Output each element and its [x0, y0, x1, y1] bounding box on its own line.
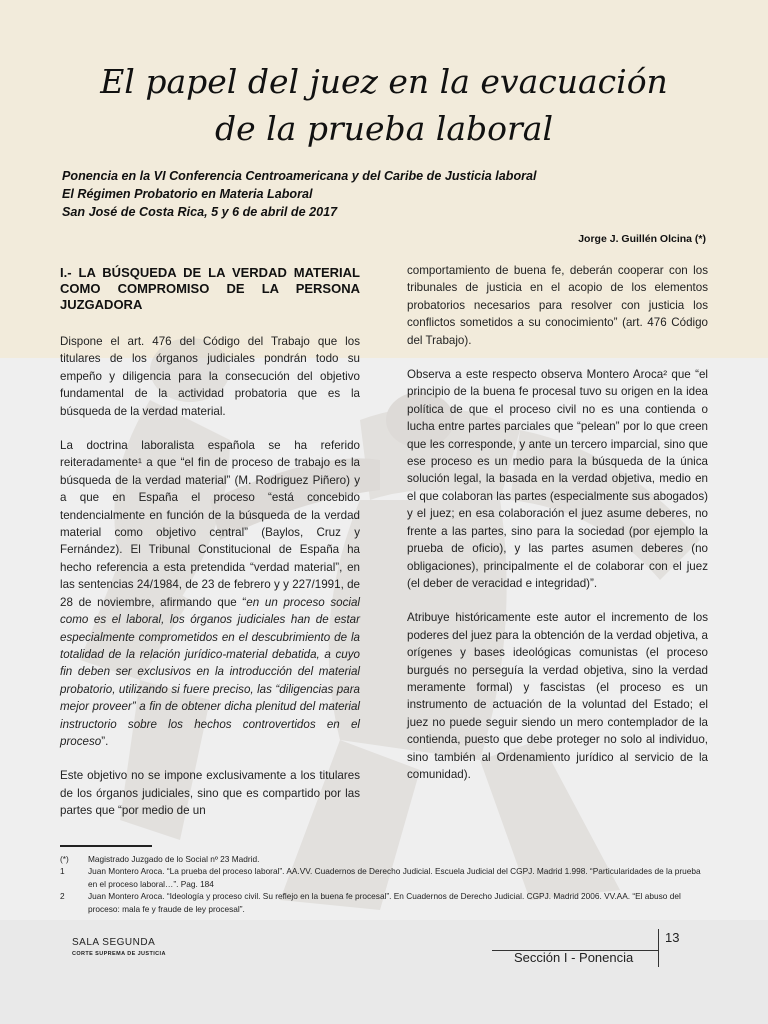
footnotes [60, 853, 710, 915]
court-label: CORTE SUPREMA DE JUSTICIA [72, 951, 166, 957]
sala-label: SALA SEGUNDA [72, 937, 156, 948]
paragraph-text: ”. [101, 734, 109, 748]
section-label: Sección I - Ponencia [514, 950, 634, 965]
footnote [60, 853, 710, 865]
footnote-divider [60, 845, 152, 847]
right-column [407, 262, 708, 800]
footnote-text: Juan Montero Aroca. “Ideología y proceso civil. Su reflejo en la buena fe procesal”. En Cuadernos de Derecho Judicial. CGPJ. Madrid 2006. VV.AA. “El abuso del proceso: mala fe y fraude de ley procesal”. [88, 891, 681, 914]
publication-footer [72, 937, 166, 957]
title-line-2: de la prueba laboral [214, 109, 554, 148]
footnote [60, 890, 710, 915]
quoted-ruling: en un proceso social como es el laboral, los órganos judiciales han de estar especialmente comprometidos en el descubrimiento de la totalidad de la relación jurídico-material debatida, a cuyo fin deben ser exclusivos en la introducción del material probatorio, utilizando si fuere preciso, las “diligencias para mejor proveer” a fin de obtener dicha plenitud del material instructorio sobre los hechos controvertidos en el proceso [60, 595, 361, 748]
article-title [0, 58, 768, 152]
footer-background [0, 920, 768, 1024]
footnote-text: Magistrado Juzgado de lo Social nº 23 Madrid. [88, 854, 260, 864]
footnote-text: Juan Montero Aroca. “La prueba del proceso laboral”. AA.VV. Cuadernos de Derecho Judicial. Escuela Judicial del CGPJ. Madrid 1.998. “Particularidades de la prueba en el proceso laboral…”. Pag. 184 [88, 866, 701, 889]
paragraph [60, 437, 360, 750]
footnote-mark: 1 [60, 866, 65, 877]
paragraph: Observa a este respecto observa Montero Aroca² que “el principio de la buena fe procesal tuvo su origen en la idea política de que el proceso civil no es una contienda o lucha entre partes parciales que “pelean” por lo que creen que les corresponde, y ante un tercero imparcial, sino que ese proceso es un medio para la búsqueda de la única solución legal, la basada en la verdad objetiva, medio en el que colaboran las partes (especialmente sus abogados) y el juez; en esa colaboración el juez asume deberes, no frente a las partes, sino para la sociedad (por ejemplo la prueba de oficio), y las partes asumen deberes (no obligaciones), principalmente el de colaborar con el juez (el deber de veracidad e integridad)”. [407, 368, 708, 590]
article-subtitle [62, 167, 722, 221]
subtitle-line-3: San José de Costa Rica, 5 y 6 de abril de 2017 [62, 205, 338, 219]
title-line-1: El papel del juez en la evacuación [100, 62, 668, 101]
subtitle-line-1: Ponencia en la VI Conferencia Centroamericana y del Caribe de Justicia laboral [62, 169, 537, 183]
section-heading: I.- LA BÚSQUEDA DE LA VERDAD MATERIAL COMO COMPROMISO DE LA PERSONA JUZGADORA [60, 265, 360, 312]
footnote-mark: (*) [60, 854, 69, 864]
author-name: Jorge J. Guillén Olcina (*) [578, 233, 706, 245]
paragraph: Dispone el art. 476 del Código del Trabajo que los titulares de los órganos judiciales pondrán todo su empeño y diligencia para la consecución del objetivo fundamental de la actividad probatoria que es la búsqueda de la verdad material. [60, 335, 360, 418]
paragraph: comportamiento de buena fe, deberán cooperar con los tribunales de justicia en el acopio de los elementos probatorios necesarios para resolver con justicia los conflictos sometidos a su conocimiento” (art. 476 Código del Trabajo). [407, 264, 708, 347]
left-column [60, 265, 360, 837]
paragraph-text: La doctrina laboralista española se ha referido reiteradamente¹ a que “el fin de proceso de trabajo es la búsqueda de la verdad material” (M. Rodriguez Piñero) y a que en España el proceso “está concebido tendencialmente en función de la búsqueda de la verdad material como objetivo central” (Baylos, Cruz y Fernández). El Tribunal Constitucional de España ha hecho referencia a esta pretendida “verdad material”, en las sentencias 24/1984, de 23 de febrero y y 227/1991, de 28 de noviembre, afirmando que “ [60, 439, 360, 609]
paragraph: Atribuye históricamente este autor el incremento de los poderes del juez para la obtención de la verdad objetiva, a orígenes y bases ideológicas comunistas (el proceso burgués no perseguía la verdad objetiva, sino la verdad meramente formal) y fascistas (el proceso es un instrumento de actuación de la voluntad del Estado; el juez no puede seguir siendo un mero contemplador de la contienda, puesto que debe proteger no solo al individuo, sino también al Ordenamiento jurídico al servicio de la comunidad). [407, 611, 708, 781]
footnote [60, 865, 710, 890]
footnote-mark: 2 [60, 891, 65, 902]
footer-vertical-rule [658, 929, 659, 967]
subtitle-line-2: El Régimen Probatorio en Materia Laboral [62, 187, 313, 201]
paragraph: Este objetivo no se impone exclusivamente a los titulares de los órganos judiciales, sino que es compartido por las partes que “por medio de un [60, 769, 360, 818]
page-number: 13 [665, 930, 680, 945]
